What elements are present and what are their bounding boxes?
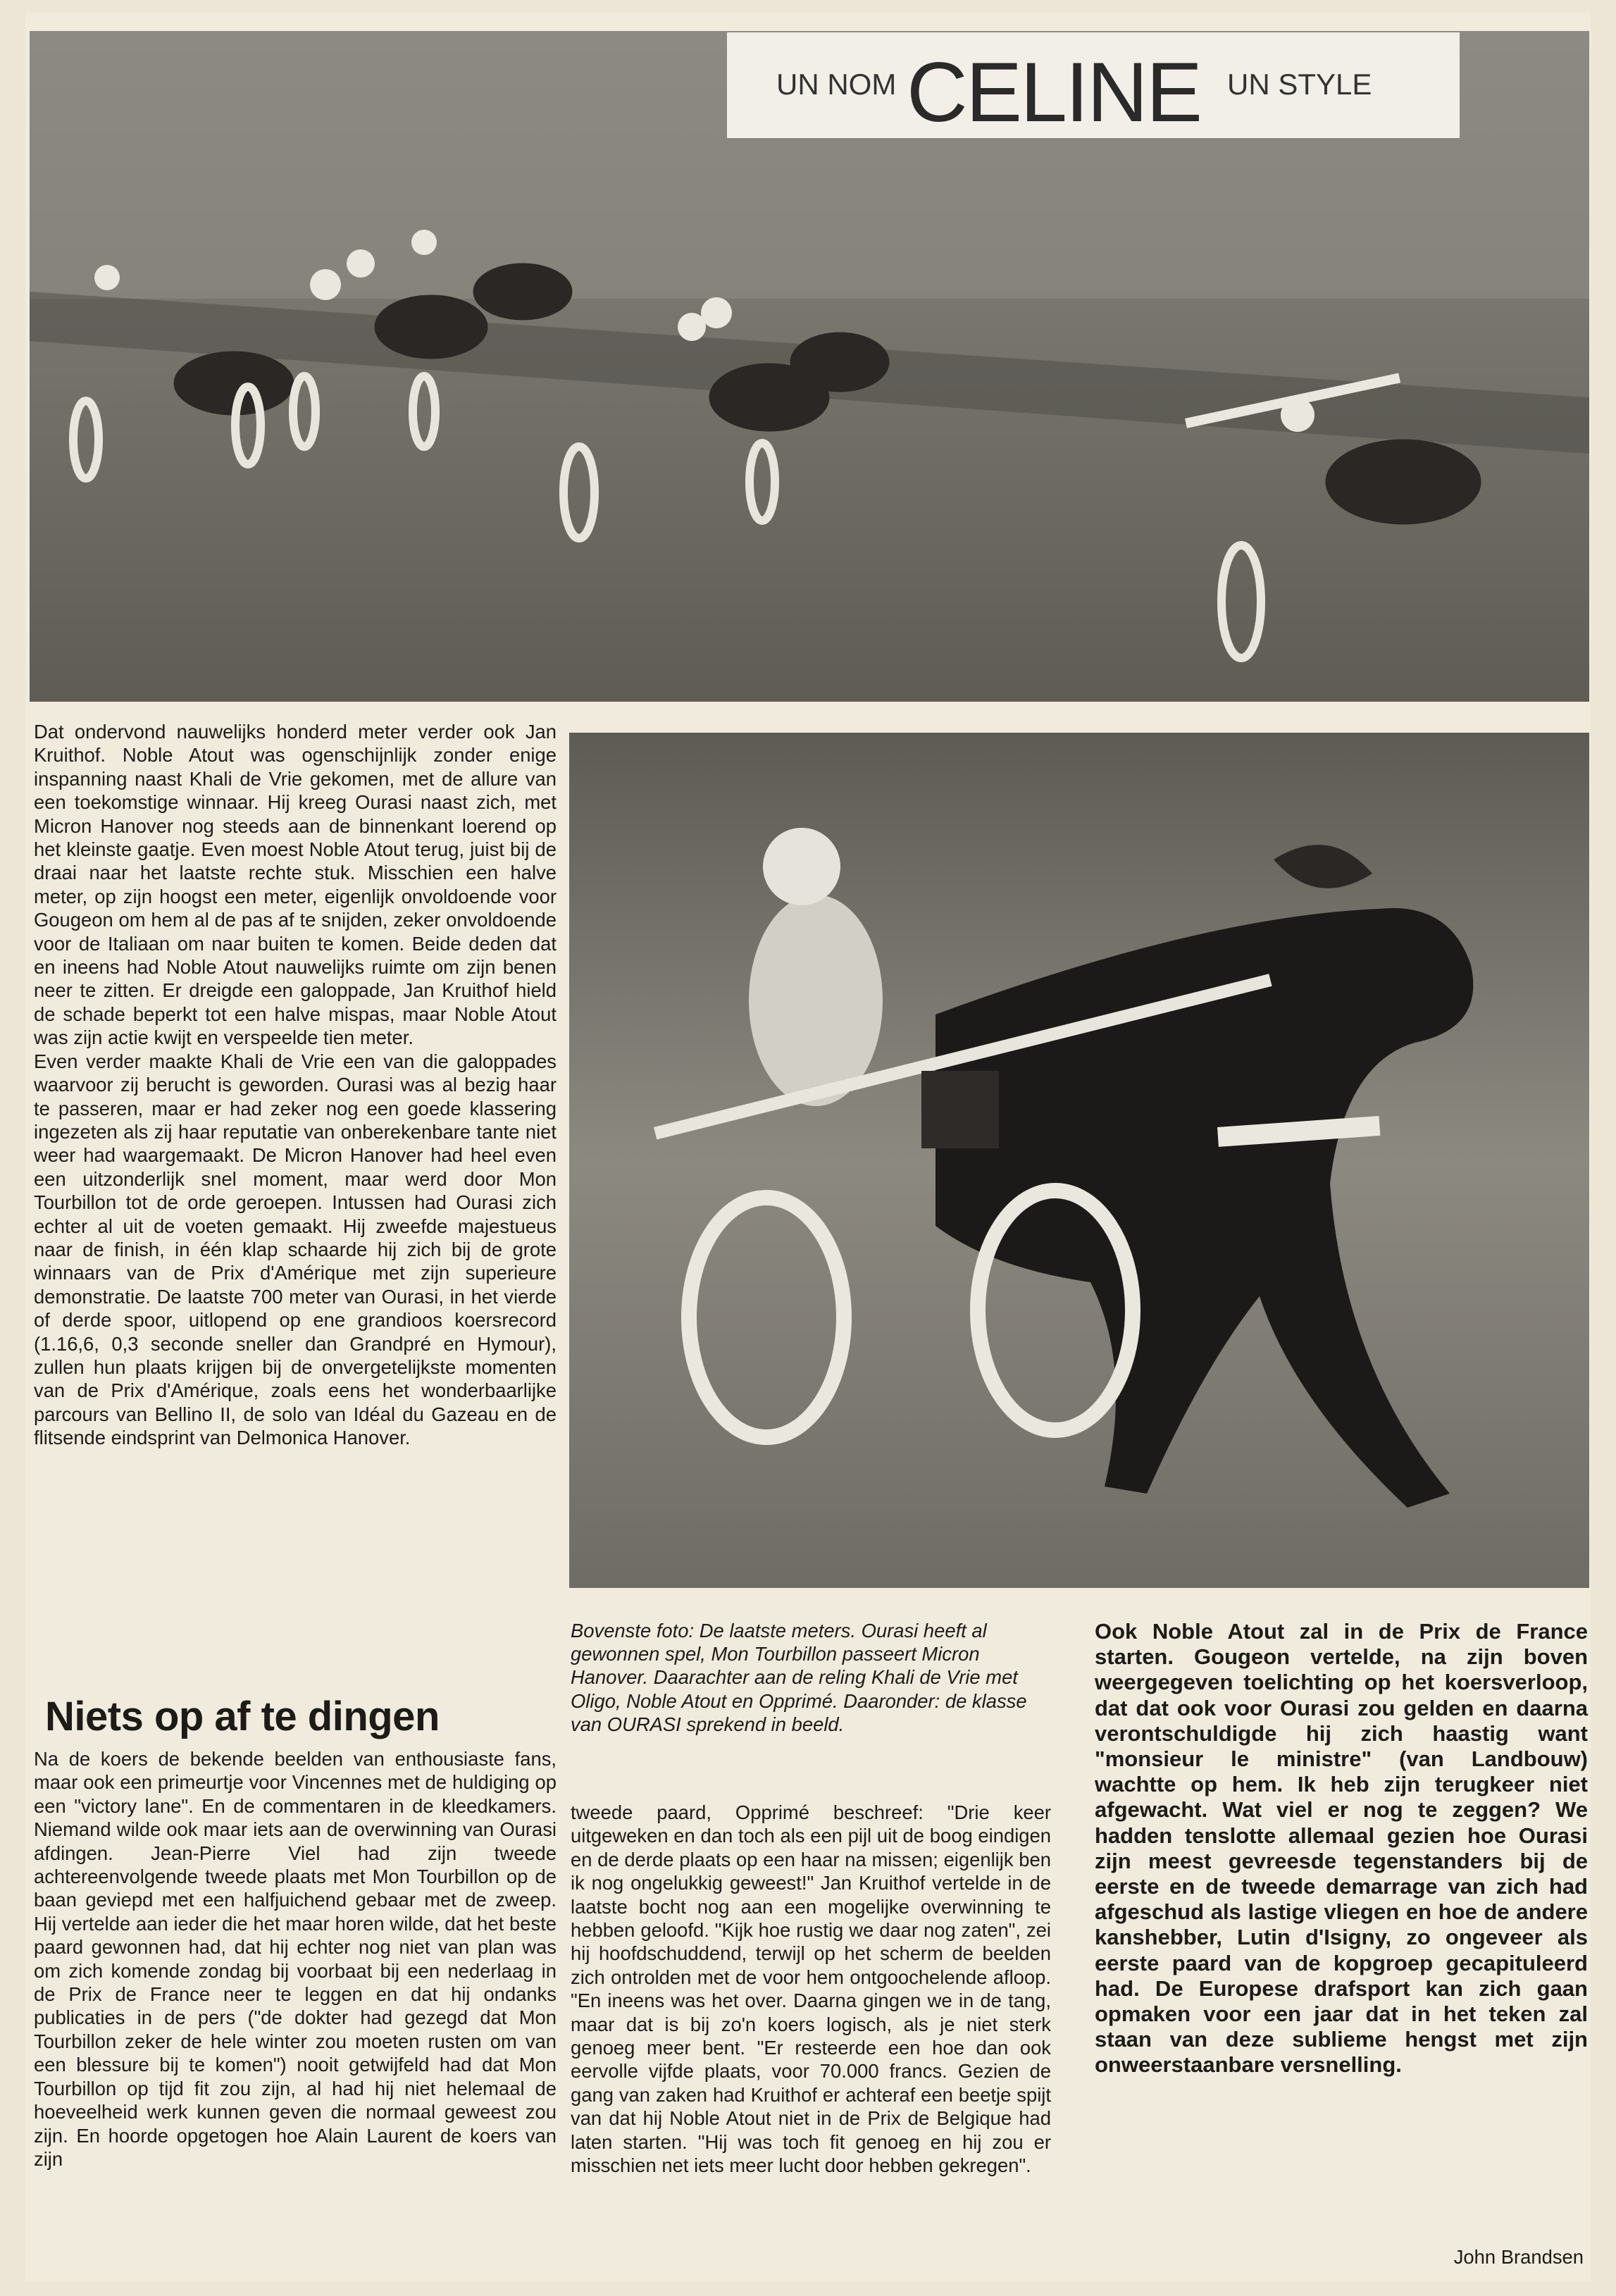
bottom-photo [569,733,1589,1588]
article-column-left-top [34,720,557,1450]
ourasi-photo [569,733,1589,1588]
photo-caption: Bovenste foto: De laatste meters. Ourasi heeft al gewonnen spel, Mon Tourbillon passeert Micron Hanover. Daarachter aan de reling Khali de Vrie met Oligo, Noble Atout en Opprimé. Daaronder: de klasse van OURASI sprekend in beeld. [571,1620,1027,1735]
banner-brand: CELINE [907,45,1202,139]
paragraph: Even verder maakte Khali de Vrie een van die galoppades waarvoor zij berucht is geworden. Ourasi was al bezig haar te passeren, maar er had zeker nog een goede klassering ingezeten als zij haar reputatie van onberekenbare tante niet weer had waargemaakt. De Micron Hanover had heel even een uitzonderlijk snel moment, maar werd door Mon Tourbillon tot de orde geroepen. Intussen had Ourasi zich echter al uit de voeten gemaakt. Hij zweefde majestueus naar de finish, in één klap schaarde hij zich bij de grote winnaars van de Prix d'Amérique met zijn superieure demonstratie. De laatste 700 meter van Ourasi, in het vierde of derde spoor, uitlopend op ene grandioos koersrecord (1.16,6, 0,3 seconde sneller dan Grandpré en Hymour), zullen hun plaats krijgen bij de onvergetelijkste momenten van de Prix d'Amérique, zoals eens het wonderbaarlijke parcours van Bellino II, de solo van Idéal du Gazeau en de flitsende eindsprint van Delmonica Hanover. [34,1050,557,1449]
article-column-middle [571,1801,1051,2178]
section-heading: Niets op af te dingen [45,1694,440,1739]
paragraph: Na de koers de bekende beelden van enthousiaste fans, maar ook een primeurtje voor Vincennes met de huldiging op een "victory lane". En de commentaren in de kleedkamers. Niemand wilde ook maar iets aan de overwinning van Ourasi afdingen. Jean-Pierre Viel had zijn tweede achtereenvolgende tweede plaats met Mon Tourbillon op de baan geviерd met een halfjuichend gebaar met de zweep. Hij vertelde aan ieder die het maar horen wilde, dat het beste paard gewonnen had, dat hij echter nog niet van plan was om zich komende zondag bij voorbaat bij een nederlaag in de Prix de France neer te leggen en dat hij ondanks publicaties in de pers ("de dokter had gezegd dat Mon Tourbillon zeker de hele winter zou moeten rusten om van een blessure bij te komen") nooit getwijfeld had dat Mon Tourbillon op tijd fit zou zijn, al had hij niet helemaal de hoeveelheid werk kunnen geven die normaal geweest zou zijn. En hoorde opgetogen hoe Alain Laurent de koers van zijn [34,1748,557,2170]
banner-text-right: UN STYLE [1227,68,1372,101]
banner-text-left: UN NOM [776,68,897,101]
top-photo [30,31,1589,702]
article-column-right: Ook Noble Atout zal in de Prix de France starten. Gougeon vertelde, na zijn boven weergegeven toelichting op het koersverloop, dat dat ook voor Ourasi zou gelden en daarna verontschuldigde hij zich haastig want "monsieur le ministre" (van Landbouw) wachtte op hem. Ik heb zijn terugkeer niet afgewacht. Wat viel er nog te zeggen? We hadden tenslotte allemaal gezien hoe Ourasi zijn meest gevreesde tegenstanders bij de eerste en de tweede demarrage van zich had afgeschud als lastige vliegen en hoe de andere kanshebber, Lutin d'Isigny, zo ongeveer als eerste paard van de kopgroep gecapituleerd had. De Europese drafsport kan zich gaan opmaken voor een jaar dat in het teken zal staan van deze sublieme hengst met zijn onweerstaanbare versnelling. [1095,1619,1588,2078]
article-column-left-bottom [34,1747,557,2171]
race-finish-photo [30,31,1589,702]
paragraph: tweede paard, Opprimé beschreef: "Drie keer uitgeweken en dan toch als een pijl uit de boog eindigen en de derde plaats op een haar na missen; eigenlijk ben ik nog ongelukkig geweest!" Jan Kruithof vertelde in de laatste bocht nog aan een mogelijke overwinning te hebben geloofd. "Kijk hoe rustig we daar nog zaten", zei hij hoofdschuddend, terwijl op het scherm de beelden zich ontrolden met de voor hem ontgoochelende afloop. "En ineens was het over. Daarna gingen we in de tang, maar dat is bij zo'n koers logisch, als je niet sterk genoeg meer bent. "Er resteerde een hoe dan ook eervolle vijfde plaats, voor 70.000 francs. Gezien de gang van zaken had Kruithof er achteraf een beetje spijt van dat hij Noble Atout niet in de Prix de Belgique had laten starten. "Hij was toch fit genoeg en hij zou er misschien net iets meer lucht door hebben gekregen". [571,1801,1051,2177]
author-signature: John Brandsen [1453,2246,1584,2268]
paragraph: Dat ondervond nauwelijks honderd meter verder ook Jan Kruithof. Noble Atout was ogenschijnlijk zonder enige inspanning naast Khali de Vrie gekomen, met de allure van een toekomstige winnaar. Hij kreeg Ourasi naast zich, met Micron Hanover nog steeds aan de binnenkant loerend op het kleinste gaatje. Even moest Noble Atout terug, juist bij de draai naar het laatste rechte stuk. Misschien een halve meter, op zijn hoogst een meter, eigenlijk onvoldoende voor Gougeon om hem al de pas af te snijden, zeker onvoldoende voor de Italiaan om naar buiten te komen. Beide deden dat en ineens had Noble Atout nauwelijks ruimte om zijn benen neer te zitten. Er dreigde een galoppade, Jan Kruithof hield de schade beperkt tot een halve mispas, maar Noble Atout was zijn actie kwijt en verspeelde tien meter. [34,721,557,1049]
